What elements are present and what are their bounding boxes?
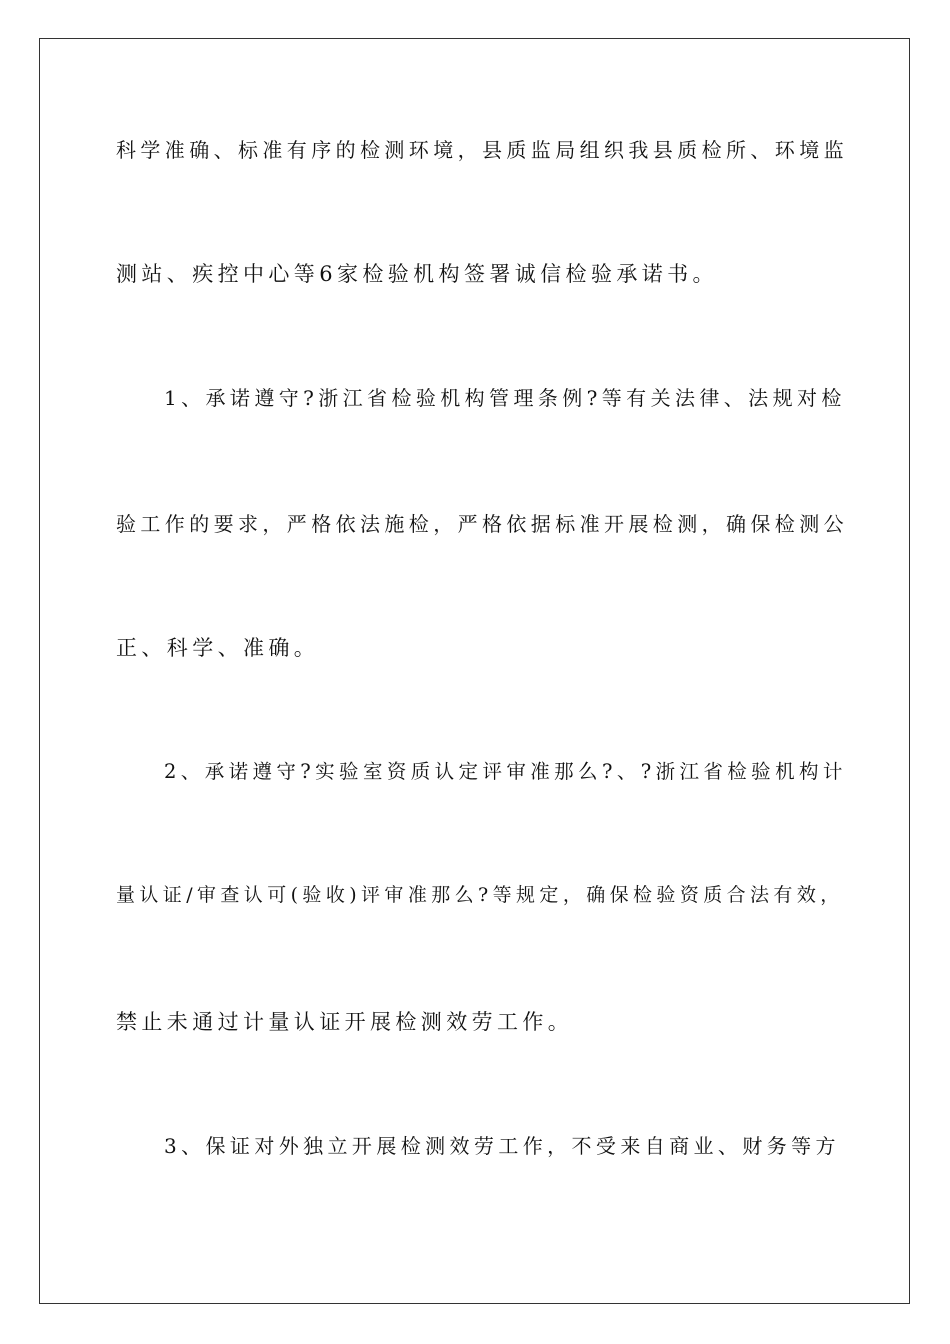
- paragraph-2-line-1: 2、承诺遵守?实验室资质认定评审准那么?、?浙江省检验机构计: [164, 760, 847, 783]
- text-line-1: 科学准确、标准有序的检测环境，县质监局组织我县质检所、环境监: [116, 138, 848, 162]
- paragraph-1-line-1: 1、承诺遵守?浙江省检验机构管理条例?等有关法律、法规对检: [164, 386, 846, 410]
- text-line-2: 测站、疾控中心等6家检验机构签署诚信检验承诺书。: [116, 262, 718, 286]
- paragraph-3-line-1: 3、保证对外独立开展检测效劳工作，不受来自商业、财务等方: [164, 1134, 840, 1158]
- paragraph-1-line-3: 正、科学、准确。: [116, 636, 320, 660]
- paragraph-2-line-3: 禁止未通过计量认证开展检测效劳工作。: [116, 1010, 574, 1034]
- paragraph-1-line-2: 验工作的要求，严格依法施检，严格依据标准开展检测，确保检测公: [116, 512, 848, 536]
- paragraph-2-line-2: 量认证/审查认可(验收)评审准那么?等规定，确保检验资质合法有效，: [116, 884, 844, 906]
- page-border: [39, 38, 910, 1304]
